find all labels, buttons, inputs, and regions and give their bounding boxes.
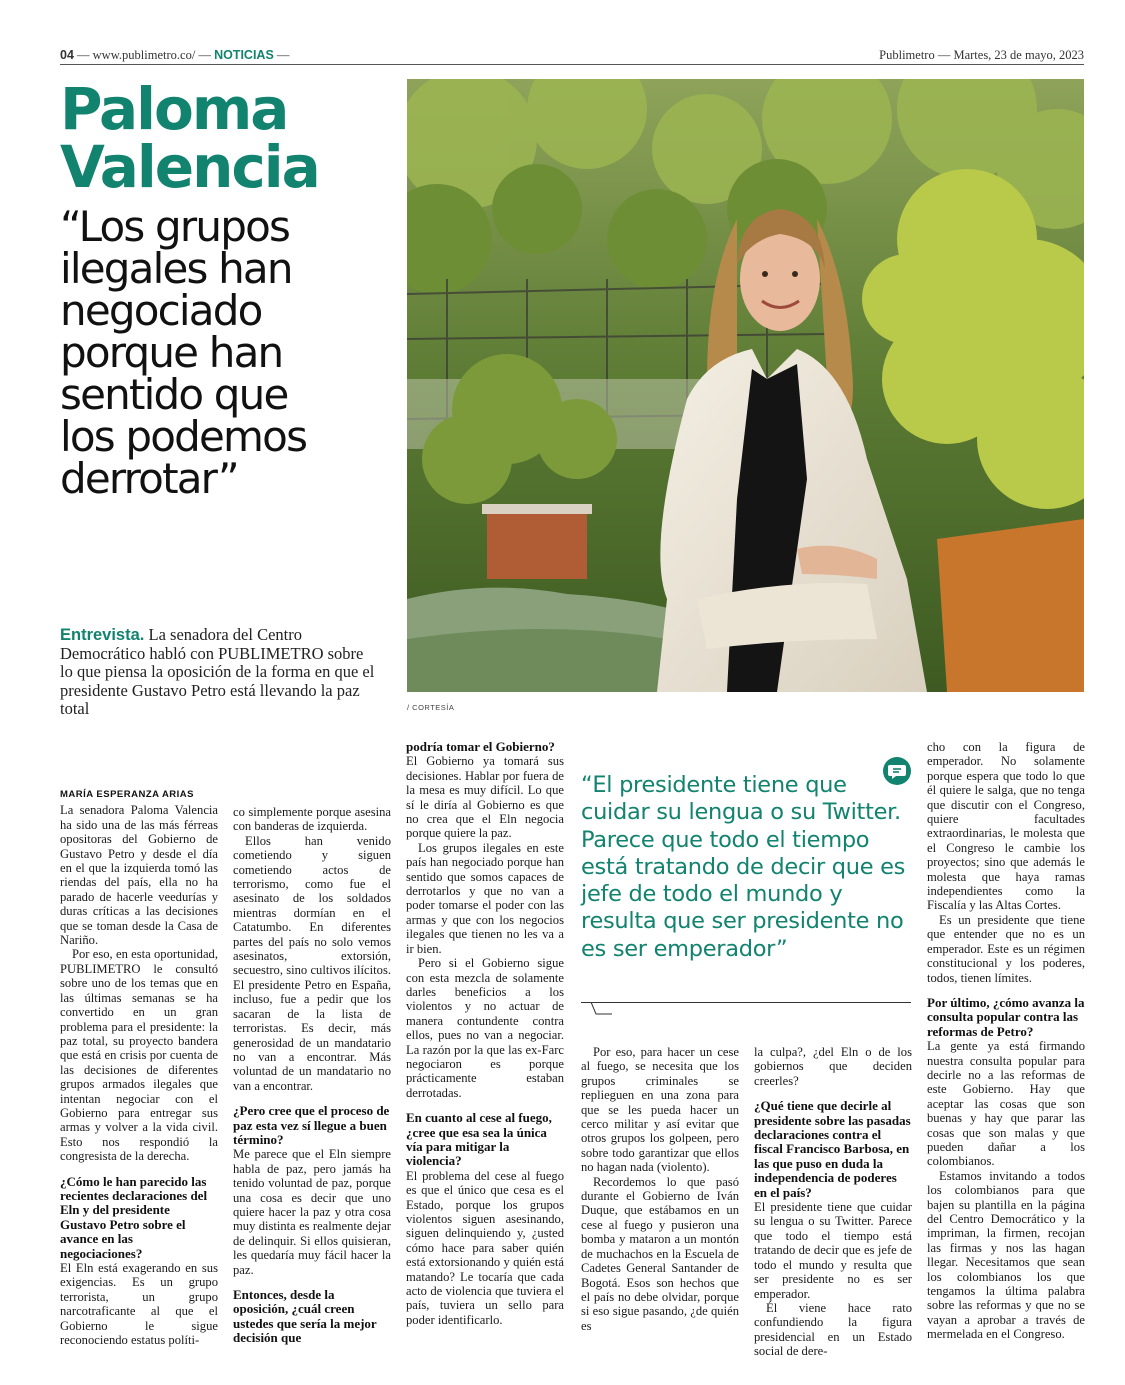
article-lead bbox=[60, 626, 380, 719]
article-paragraph: Recordemos lo que pasó durante el Gobierno de Iván Duque, que estábamos en un cese al fuego y pusieron una bomba y mataron a un montón de muchachos en la Escuela de Cadetes General Santander de Bogotá. Esos son hechos que el país no debe olvidar, porque si eso sigue pasando, ¿de quién es bbox=[581, 1174, 739, 1333]
photo-illustration bbox=[407, 79, 1084, 692]
publication-name: Publimetro bbox=[879, 48, 935, 62]
interview-question: Entonces, desde la oposición, ¿cuál creen ustedes que sería la mejor decisión que bbox=[233, 1287, 377, 1346]
headline-line: ilegales han bbox=[60, 244, 292, 293]
article-paragraph: El Eln está exagerando en sus exigencias. Es un grupo terrorista, un grupo narcotraficante al que el Gobierno le sigue reconociendo estatus políti- bbox=[60, 1261, 218, 1348]
interview-question: En cuanto al cese al fuego, ¿cree que esa sea la única vía para mitigar la violencia? bbox=[406, 1110, 552, 1169]
headline-line: sentido que bbox=[60, 370, 288, 419]
article-paragraph: la culpa?, ¿del Eln o de los gobiernos que deciden creerles? bbox=[754, 1045, 912, 1088]
page-header bbox=[60, 48, 1084, 64]
name-line: Paloma bbox=[60, 75, 288, 143]
article-paragraph: co simplemente porque asesina con banderas de izquierda. bbox=[233, 805, 391, 834]
article-paragraph: Ellos han venido cometiendo y siguen cometiendo actos de terrorismo, como fue el asesinato de los soldados mientras dormían en el Catatumbo. En diferentes partes del país no solo vemos asesinatos, extorsión, secuestro, sino cultivos ilícitos. El presidente Petro en España, incluso, fue a pedir que los sacaran de la lista de terroristas. Es decir, más generosidad de un mandatario no van a encontrar. Más voluntad de un mandatario no van a encontrar. bbox=[233, 833, 391, 1093]
headline-line: derrotar” bbox=[60, 454, 238, 503]
article-paragraph: El presidente tiene que cuidar su lengua o su Twitter. Parece que todo el tiempo está tratando de decir que es jefe de todo el mundo y resulta que ser presidente no es ser emperador. bbox=[754, 1200, 912, 1301]
headline-quote bbox=[60, 202, 405, 503]
interview-question: ¿Qué tiene que decirle al presidente sobre las pasadas declaraciones contra el fiscal Francisco Barbosa, en las que puso en duda la independencia de poderes en el país? bbox=[754, 1098, 911, 1200]
interview-question: ¿Pero cree que el proceso de paz esta vez sí llegue a buen término? bbox=[233, 1103, 390, 1147]
article-paragraph: La gente ya está firmando nuestra consulta popular para decirle no a las reformas de este Gobierno. Hay que aceptar las cosas que son buenas y hay que parar las cosas que son malas y que pueden dañar a los colombianos. bbox=[927, 1039, 1085, 1169]
article-column-3 bbox=[406, 740, 564, 1327]
article-paragraph: Me parece que el Eln siempre habla de paz, pero jamás ha tenido voluntad de paz, porque una cosa es decir que uno quiere hacer la paz y otra cosa muy distinta es realmente dejar de delinquir. Si ellos quisieran, les quedaría muy fácil hacer la paz. bbox=[233, 1147, 391, 1277]
article-paragraph: Los grupos ilegales en este país han negociado porque han sentido que somos capaces de derrotarlos y que no van a poder tomarse el poder con las armas y que con los negocios ilegales que tienen no les va a ir bien. bbox=[406, 840, 564, 956]
photo-credit: / CORTESÍA bbox=[407, 703, 455, 712]
section-label: NOTICIAS bbox=[214, 48, 274, 62]
article-paragraph: Pero si el Gobierno sigue con esta mezcla de solamente darles beneficios a los violentos y no actuar de manera contundente contra ellos, pues no van a negociar. La razón por la que las ex-Farc negociaron es porque prácticamente estaban derrotadas. bbox=[406, 956, 564, 1100]
header-right: Publimetro — Martes, 23 de mayo, 2023 bbox=[879, 48, 1084, 62]
article-column-5 bbox=[754, 1045, 912, 1359]
interview-question: podría tomar el Gobierno? bbox=[406, 739, 555, 754]
pull-quote-rule bbox=[581, 1002, 911, 1003]
headline-line: negociado bbox=[60, 286, 262, 335]
name-line: Valencia bbox=[60, 133, 319, 201]
headline-line: “Los grupos bbox=[60, 202, 290, 251]
article-paragraph: Él viene hace rato confundiendo la figura presidencial en un Estado social de dere- bbox=[754, 1300, 912, 1359]
lead-kicker: Entrevista. bbox=[60, 626, 145, 644]
interview-question: ¿Cómo le han parecido las recientes declaraciones del Eln y del presidente Gustavo Petro sobre el avance en las negociaciones? bbox=[60, 1173, 208, 1261]
lead-text: La senadora del Centro Democrático habló con PUBLIMETRO sobre lo que piensa la oposición de la forma en que el presidente Gustavo Petro está llevando la paz total bbox=[60, 625, 375, 718]
headline-line: los podemos bbox=[60, 412, 307, 461]
header-rule bbox=[60, 64, 1084, 65]
article-paragraph: La senadora Paloma Valencia ha sido una de las más férreas opositoras del Gobierno de Gustavo Petro y desde el día en el que la izquierda tomó las riendas del país, ella no ha parado de hacerle veedurías y duras críticas a las decisiones que se toman desde la Casa de Nariño. bbox=[60, 803, 218, 948]
article-paragraph: Es un presidente que tiene que entender que no es un emperador. Este es un régimen constitucional y los poderes, todos, tienen límites. bbox=[927, 912, 1085, 985]
headline-line: porque han bbox=[60, 328, 283, 377]
interviewee-photo bbox=[407, 79, 1084, 692]
article-column-2 bbox=[233, 805, 391, 1346]
article-paragraph: El Gobierno ya tomará sus decisiones. Hablar por fuera de la mesa es muy difícil. Lo que sí le diría al Gobierno es que no crea que el Eln negocia porque quiere la paz. bbox=[406, 754, 564, 841]
pull-quote: “El presidente tiene que cuidar su lengua o su Twitter. Parece que todo el tiempo está tratando de decir que es jefe de todo el mundo y resulta que ser presidente no es ser emperador” bbox=[581, 772, 906, 962]
interviewee-name bbox=[60, 75, 400, 201]
article-column-6 bbox=[927, 740, 1085, 1342]
article-paragraph: cho con la figura de emperador. No solamente porque espera que todo lo que él quiere le salga, que no tenga que discutir con el Congreso, quiere facultades extraordinarias, le molesta que el Congreso le cambie los proyectos; sino que además le molesta que haya ramas independientes como la Fiscalía y las Altas Cortes. bbox=[927, 740, 1085, 913]
author-byline: MARÍA ESPERANZA ARIAS bbox=[60, 789, 195, 800]
article-column-1 bbox=[60, 788, 218, 1347]
header-left: 04 — www.publimetro.co/ — NOTICIAS — bbox=[60, 48, 290, 62]
issue-date: Martes, 23 de mayo, 2023 bbox=[953, 48, 1084, 62]
interview-question: Por último, ¿cómo avanza la consulta popular contra las reformas de Petro? bbox=[927, 994, 1085, 1039]
article-paragraph: Por eso, para hacer un cese al fuego, se necesita que los grupos criminales se replieguen en una zona para que se les pueda hacer un cerco militar y así evitar que otros grupos los golpeen, pero sobre todo garantizar que ellos no hagan nada (violento). bbox=[581, 1045, 739, 1175]
page-number: 04 bbox=[60, 48, 74, 62]
article-column-4 bbox=[581, 1045, 739, 1333]
article-paragraph: El problema del cese al fuego es que el único que cesa es el Estado, porque los grupos violentos siguen asesinando, siguen delinquiendo y, ¿usted cómo hace para saber quién está extorsionando y quién está matando? Le tocaría que cada acto de violencia que tuviera el país, tuviera un sello para poder identificarlo. bbox=[406, 1168, 564, 1327]
article-paragraph: Por eso, en esta oportunidad, PUBLIMETRO le consultó sobre uno de los temas que en las últimas semanas se ha convertido en un gran problema para el presidente: la paz total, su proyecto bandera que está en crisis por cuenta de las decisiones de diferentes grupos armados ilegales que intentan negociar con el Gobierno para entregar sus armas y volver a la vida civil. Esto nos respondió la congresista de la derecha. bbox=[60, 947, 218, 1164]
pull-quote-tail-icon bbox=[590, 1002, 614, 1016]
website-link[interactable]: www.publimetro.co/ bbox=[92, 48, 196, 62]
article-paragraph: Estamos invitando a todos los colombianos para que bajen su plantilla en la página del Centro Democrático y la impriman, la firmen, recojan las firmas y nos las hagan llegar. Necesitamos que sean los colombianos los que tengamos la última palabra sobre las reformas y que no se vayan a aprobar a través de mermelada en el Congreso. bbox=[927, 1168, 1085, 1342]
